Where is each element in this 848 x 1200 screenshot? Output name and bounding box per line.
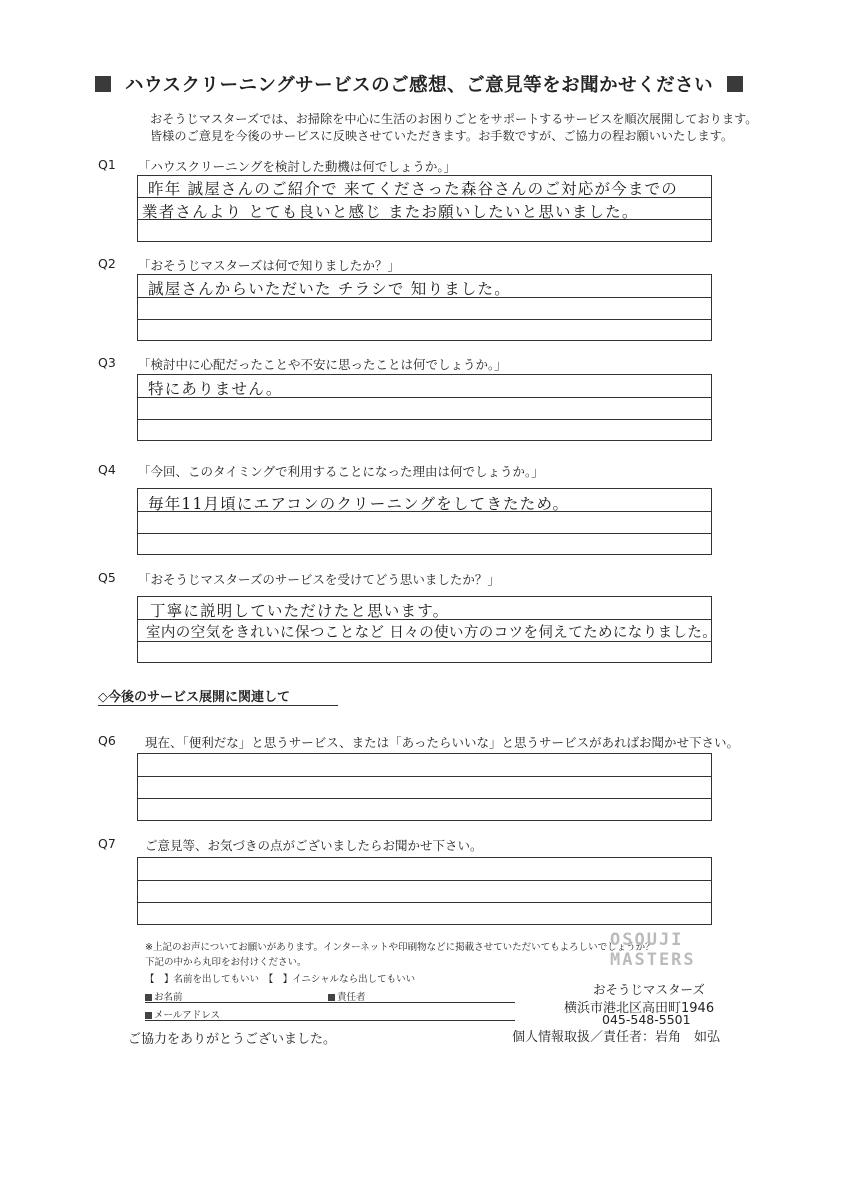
notice-line-2: 下記の中から丸印をお付けください。 <box>145 957 307 968</box>
answer-box <box>137 175 712 242</box>
question-number: Q2 <box>98 256 116 271</box>
square-bullet-icon <box>328 994 335 1001</box>
manager-field-label: 責任者 <box>328 989 366 1003</box>
publish-options[interactable]: 【 】名前を出してもいい 【 】イニシャルなら出してもいい <box>145 974 416 985</box>
square-bullet-icon <box>727 76 743 92</box>
name-field-label: お名前 <box>145 989 183 1003</box>
question-text: 「おそうじマスターズのサービスを受けてどう思いましたか？」 <box>138 572 500 587</box>
thanks-text: ご協力をありがとうございました。 <box>128 1032 337 1047</box>
answer-box <box>137 374 712 441</box>
answer-box <box>137 596 718 663</box>
handwritten-answer-line: 昨年 誠屋さんのご紹介で 来てくださった森谷さんのご対応が今までの <box>148 180 678 198</box>
handwritten-answer-line: 業者さんより とても良いと感じ またお願いしたいと思いました。 <box>142 203 639 221</box>
question-text: 「ハウスクリーニングを検討した動機は何でしょうか。」 <box>138 159 457 174</box>
email-field-label: メールアドレス <box>145 1007 220 1021</box>
question-number: Q1 <box>98 157 116 172</box>
square-bullet-icon <box>95 76 111 92</box>
privacy-manager: 個人情報取扱／責任者：岩角 如弘 <box>512 1030 721 1045</box>
square-bullet-icon <box>145 1012 152 1019</box>
question-number: Q6 <box>98 733 116 748</box>
question-number: Q4 <box>98 462 116 477</box>
notice-line-1: ※上記のお声についてお願いがあります。インターネットや印刷物などに掲載させていただいてもよろしいでしょうか？ <box>145 942 655 953</box>
question-text: 現在、「便利だな」と思うサービス、または「あったらいいな」と思うサービスがあればお聞かせ下さい。 <box>145 735 740 750</box>
question-number: Q5 <box>98 570 116 585</box>
answer-box <box>137 857 712 925</box>
handwritten-answer-line: 誠屋さんからいただいた チラシで 知りました。 <box>148 280 511 298</box>
question-text: 「おそうじマスターズは何で知りましたか？」 <box>138 258 400 273</box>
answer-box <box>137 753 712 821</box>
question-text: 「検討中に心配だったことや不安に思ったことは何でしょうか。」 <box>138 357 507 372</box>
handwritten-answer-line: 特にありません。 <box>148 380 283 398</box>
answer-box <box>137 274 712 341</box>
question-number: Q7 <box>98 836 116 851</box>
company-phone: 045-548-5501 <box>602 1012 691 1027</box>
company-address: 横浜市港北区高田町1946 <box>564 1001 715 1016</box>
question-number: Q3 <box>98 355 116 370</box>
section-title: ◇今後のサービス展開に関連して <box>98 690 290 705</box>
answer-box <box>137 488 712 555</box>
section-underline <box>98 705 338 706</box>
title-text: ハウスクリーニングサービスのご感想、ご意見等をお聞かせください <box>125 75 714 96</box>
handwritten-answer-line: 室内の空気をきれいに保つことなど 日々の使い方のコツを伺えてためになりました。 <box>146 625 718 641</box>
square-bullet-icon <box>145 994 152 1001</box>
company-logo: OSOUJI MASTERS <box>610 930 696 970</box>
company-name: おそうじマスターズ <box>593 982 705 997</box>
intro-line-1: おそうじマスターズでは、お掃除を中心に生活のお困りごとをサポートするサービスを順次展開しております。 <box>150 112 758 126</box>
form-title <box>95 70 775 98</box>
intro-line-2: 皆様のご意見を今後のサービスに反映させていただきます。お手数ですが、ご協力の程お願いいたします。 <box>150 129 734 143</box>
question-text: ご意見等、お気づきの点がございましたらお聞かせ下さい。 <box>145 838 483 853</box>
handwritten-answer-line: 毎年11月頃にエアコンのクリーニングをしてきたため。 <box>148 495 570 513</box>
question-text: 「今回、このタイミングで利用することになった理由は何でしょうか。」 <box>138 464 544 479</box>
handwritten-answer-line: 丁寧に説明していただけたと思います。 <box>150 602 450 620</box>
name-field-line[interactable] <box>145 1002 515 1003</box>
email-field-line[interactable] <box>145 1020 515 1021</box>
